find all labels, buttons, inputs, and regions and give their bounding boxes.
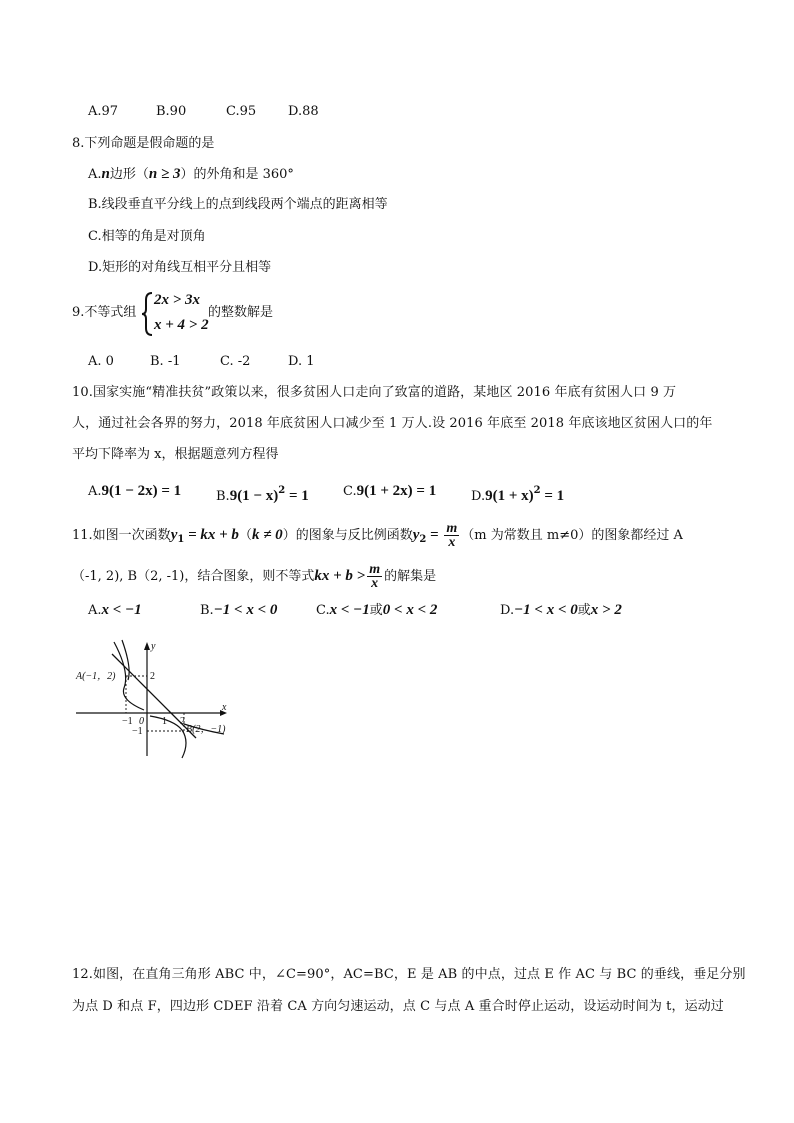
q10-b-eq: 9(1 − x) bbox=[229, 488, 279, 504]
tick-y-2: 2 bbox=[150, 671, 155, 682]
q11-d-label: D. bbox=[500, 603, 515, 618]
q12-line-1: 12.如图，在直角三角形 ABC 中，∠C=90°，AC=BC，E 是 AB 的中点，过点 E 作 AC 与 BC 的垂线，垂足分别 bbox=[72, 967, 746, 982]
axis-label-y: y bbox=[151, 641, 156, 652]
q11-fraction-2 bbox=[367, 563, 382, 590]
tick-x-2: 2 bbox=[180, 716, 185, 727]
q7-option-a: A.97 bbox=[88, 104, 119, 119]
q11-l1-text-d: （m 为常数且 m≠0）的图象都经过 A bbox=[461, 528, 683, 543]
q9-option-a: A. 0 bbox=[88, 354, 114, 369]
q10-line-1: 10.国家实施“精准扶贫”政策以来，很多贫困人口走向了致富的道路，某地区 2016 年底有贫困人口 9 万 bbox=[72, 385, 677, 400]
q8-a-mid: 边形（ bbox=[109, 167, 149, 182]
q11-l2-text-a: （-1, 2), B（2, -1)，结合图象，则不等式 bbox=[72, 569, 315, 584]
q7-option-c: C.95 bbox=[226, 104, 257, 119]
q10-b-tail: = 1 bbox=[285, 488, 309, 504]
q8-option-d: D.矩形的对角线互相平分且相等 bbox=[88, 260, 272, 275]
q11-y1-sub: 1 bbox=[177, 534, 185, 545]
y-axis-arrow-icon bbox=[144, 642, 150, 650]
q11-b-label: B. bbox=[200, 603, 214, 618]
q11-l2-text-b: 的解集是 bbox=[384, 569, 437, 584]
q11-option-a bbox=[88, 601, 142, 620]
q10-d-label: D. bbox=[471, 489, 486, 504]
q10-a-eq: 9(1 − 2x) = 1 bbox=[101, 483, 182, 499]
q11-fraction bbox=[444, 522, 459, 549]
q8-a-n: n bbox=[101, 166, 110, 182]
q9-eq1: 2x > 3x bbox=[154, 292, 201, 308]
q11-line-2 bbox=[72, 563, 436, 590]
tick-y-neg1: −1 bbox=[132, 726, 143, 737]
q11-c-eq1: x < −1 bbox=[329, 602, 370, 618]
axis-label-x: x bbox=[222, 702, 227, 713]
q8-a-prefix: A. bbox=[88, 167, 102, 182]
q8-a-suffix: ）的外角和是 360° bbox=[180, 167, 294, 182]
q11-frac-den: x bbox=[448, 535, 456, 550]
q11-function-graph bbox=[72, 638, 242, 760]
q9-option-c: C. -2 bbox=[220, 354, 251, 369]
q8-option-c: C.相等的角是对顶角 bbox=[88, 229, 206, 244]
q11-c-or: 或 bbox=[369, 603, 383, 618]
q11-c-label: C. bbox=[316, 603, 330, 618]
q10-option-d bbox=[471, 482, 564, 506]
q10-b-label: B. bbox=[216, 489, 230, 504]
q9-brace-icon bbox=[140, 291, 154, 337]
q9-option-d: D. 1 bbox=[288, 354, 315, 369]
q10-d-tail: = 1 bbox=[540, 488, 565, 504]
q11-option-c bbox=[316, 601, 437, 620]
tick-x-1: 1 bbox=[162, 716, 167, 727]
q8-a-cond: n ≥ 3 bbox=[148, 166, 181, 182]
q9-suffix: 的整数解是 bbox=[208, 305, 274, 320]
q11-a-eq: x < −1 bbox=[101, 602, 142, 618]
q9-prefix: 9.不等式组 bbox=[72, 305, 137, 320]
q10-line-2: 人，通过社会各界的努力，2018 年底贫困人口减少至 1 万人.设 2016 年底至 2018 年底该地区贫困人口的年 bbox=[72, 416, 713, 431]
q9-option-b: B. -1 bbox=[150, 354, 181, 369]
q8-option-a bbox=[88, 165, 294, 184]
q11-c-eq2: 0 < x < 2 bbox=[382, 602, 438, 618]
q10-b-exp: 2 bbox=[278, 485, 286, 496]
q10-d-eq: 9(1 + x) bbox=[485, 488, 534, 504]
q10-c-eq: 9(1 + 2x) = 1 bbox=[356, 483, 437, 499]
q11-d-eq2: x > 2 bbox=[590, 602, 622, 618]
q10-option-a bbox=[88, 482, 181, 501]
q12-line-2: 为点 D 和点 F，四边形 CDEF 沿着 CA 方向匀速运动，点 C 与点 A 重合时停止运动，设运动时间为 t，运动过 bbox=[72, 999, 724, 1014]
q11-l1-text-c: ）的图象与反比例函数 bbox=[282, 528, 413, 543]
q10-option-c bbox=[343, 482, 436, 501]
q9-eq2: x + 4 > 2 bbox=[154, 317, 209, 333]
q10-c-label: C. bbox=[343, 484, 357, 499]
q11-ineq: kx + b > bbox=[314, 568, 366, 584]
q11-eq2: = bbox=[426, 527, 443, 543]
q11-y2-sub: 2 bbox=[419, 534, 427, 545]
q10-option-b bbox=[216, 482, 309, 506]
q8-stem: 8.下列命题是假命题的是 bbox=[72, 136, 215, 151]
q11-y1: y bbox=[170, 527, 178, 543]
q10-d-exp: 2 bbox=[533, 485, 541, 496]
q11-frac2-num: m bbox=[369, 562, 381, 577]
q11-l1-text-b: （ bbox=[238, 528, 252, 543]
q11-l1-text-a: 11.如图一次函数 bbox=[72, 528, 171, 543]
q10-line-3: 平均下降率为 x，根据题意列方程得 bbox=[72, 447, 279, 462]
label-point-a: A(−1，2) bbox=[76, 671, 116, 682]
q10-a-label: A. bbox=[88, 484, 102, 499]
q7-option-b: B.90 bbox=[156, 104, 187, 119]
tick-origin: 0 bbox=[139, 716, 144, 727]
q11-option-d bbox=[500, 601, 622, 620]
q11-y2: y bbox=[412, 527, 420, 543]
q11-b-eq: −1 < x < 0 bbox=[213, 602, 278, 618]
q7-option-d: D.88 bbox=[288, 104, 319, 119]
label-point-b: B(2，−1) bbox=[186, 724, 226, 735]
q11-line-1 bbox=[72, 522, 683, 549]
q11-d-eq1: −1 < x < 0 bbox=[514, 602, 578, 618]
q8-option-b: B.线段垂直平分线上的点到线段两个端点的距离相等 bbox=[88, 197, 388, 212]
q11-frac-num: m bbox=[446, 521, 458, 536]
tick-x-neg1: −1 bbox=[122, 716, 133, 727]
q11-eq1: = kx + b bbox=[184, 527, 239, 543]
q11-frac2-den: x bbox=[371, 576, 379, 591]
q11-option-b bbox=[200, 601, 277, 620]
q11-d-or: 或 bbox=[577, 603, 591, 618]
q11-a-label: A. bbox=[88, 603, 102, 618]
q11-k-cond: k ≠ 0 bbox=[251, 527, 283, 543]
